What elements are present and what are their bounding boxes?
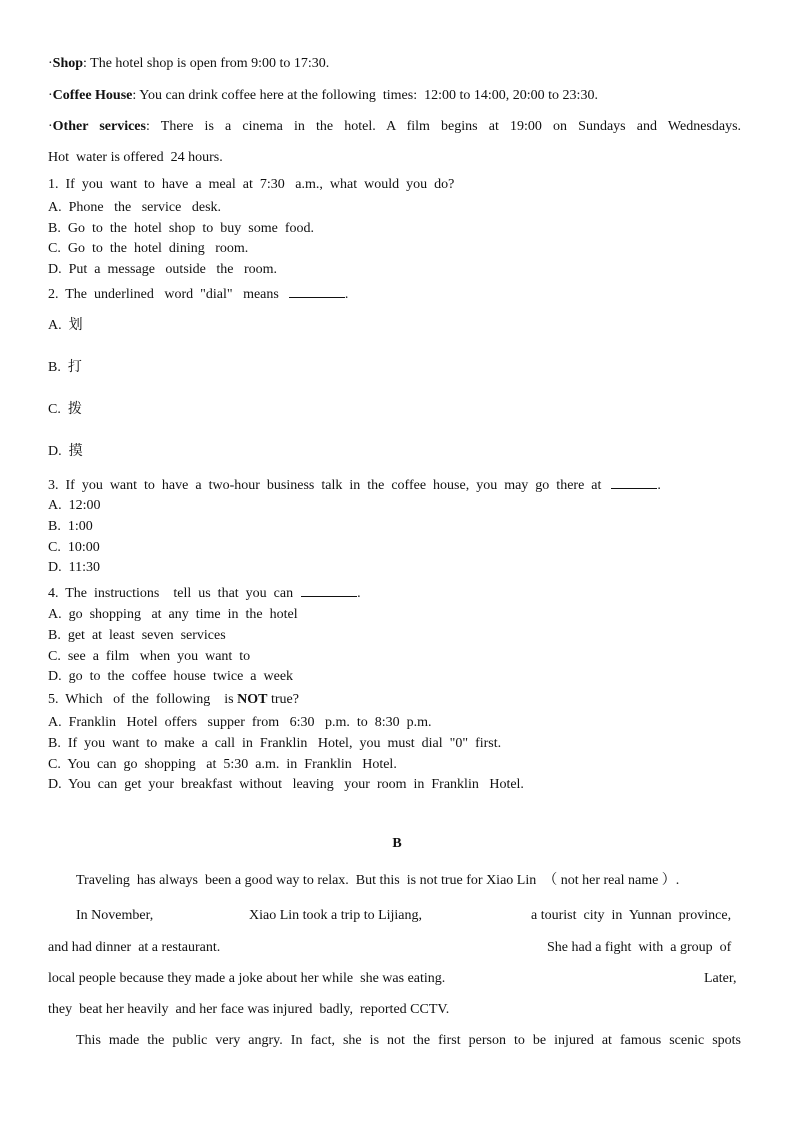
passage-line-2b: Xiao Lin took a trip to Lijiang, (249, 908, 423, 923)
question-5-option-a: A. Franklin Hotel offers supper from 6:30 p.m. to 8:30 p.m. (48, 715, 432, 730)
other-services-text: : There is a cinema in the hotel. A film begins at 19:00 on Sundays and Wednesdays. (145, 119, 742, 134)
question-4-option-c: C. see a film when you want to (48, 649, 251, 664)
coffee-text: : You can drink coffee here at the following times: 12:00 to 14:00, 20:00 to 23:30. (132, 88, 598, 103)
question-1-stem: 1. If you want to have a meal at 7:30 a.m., what would you do? (48, 177, 455, 192)
passage-line-3b: She had a fight with a group of (547, 940, 732, 955)
bullet: · (48, 88, 53, 103)
question-5-text-pre: 5. Which of the following is (48, 692, 238, 707)
question-2-end: . (344, 287, 349, 302)
question-1-option-b: B. Go to the hotel shop to buy some food. (48, 221, 314, 236)
question-3-option-c: C. 10:00 (48, 540, 100, 555)
shop-label: Shop (52, 56, 84, 71)
question-5-option-c: C. You can go shopping at 5:30 a.m. in Franklin Hotel. (48, 757, 397, 772)
passage-line-3a: and had dinner at a restaurant. (48, 940, 221, 955)
question-2-option-b: B. 打 (48, 360, 82, 375)
passage-line-4a: local people because they made a joke about her while she was eating. (48, 971, 446, 986)
question-4-stem (48, 584, 361, 602)
question-2-option-a: A. 划 (48, 318, 83, 333)
bullet: · (48, 56, 53, 71)
question-1-option-a: A. Phone the service desk. (48, 200, 222, 215)
shop-line (48, 56, 329, 72)
question-5-emphasis: NOT (237, 692, 268, 707)
question-3-option-d: D. 11:30 (48, 560, 100, 575)
coffee-line (48, 88, 598, 104)
question-4-option-d: D. go to the coffee house twice a week (48, 669, 294, 684)
passage-line-2a: In November, (76, 908, 154, 923)
question-2-text: 2. The underlined word "dial" means (48, 287, 279, 302)
question-4-option-b: B. get at least seven services (48, 628, 226, 643)
question-4-option-a: A. go shopping at any time in the hotel (48, 607, 298, 622)
shop-text: : The hotel shop is open from 9:00 to 17:30. (83, 56, 330, 71)
other-services-label: Other services (52, 119, 146, 134)
answer-blank (289, 285, 345, 298)
other-services-line (48, 119, 741, 135)
passage-line-5: they beat her heavily and her face was injured badly, reported CCTV. (48, 1002, 450, 1017)
question-1-option-d: D. Put a message outside the room. (48, 262, 278, 277)
question-3-option-b: B. 1:00 (48, 519, 93, 534)
answer-blank (611, 476, 657, 489)
question-3-text: 3. If you want to have a two-hour business talk in the coffee house, you may go there at (48, 478, 602, 493)
answer-blank (301, 584, 357, 597)
question-3-end: . (657, 478, 661, 493)
question-5-option-d: D. You can get your breakfast without leaving your room in Franklin Hotel. (48, 777, 524, 792)
passage-line-6: This made the public very angry. In fact, she is not the first person to be injured at famous scenic spots (76, 1033, 741, 1048)
passage-line-1: Traveling has always been a good way to relax. But this is not true for Xiao Lin （ not her real name ）. (76, 873, 680, 888)
section-heading: B (392, 836, 402, 851)
bullet: · (48, 119, 53, 134)
question-5-text-post: true? (267, 692, 299, 707)
question-5-stem (48, 692, 299, 708)
question-5-option-b: B. If you want to make a call in Franklin Hotel, you must dial "0" first. (48, 736, 502, 751)
question-2-option-d: D. 摸 (48, 444, 83, 459)
question-3-option-a: A. 12:00 (48, 498, 101, 513)
question-2-option-c: C. 拨 (48, 402, 82, 417)
passage-line-4b: Later, (704, 971, 737, 986)
other-services-continuation: Hot water is offered 24 hours. (48, 150, 223, 165)
question-2-stem (48, 285, 348, 303)
passage-line-2c: a tourist city in Yunnan province, (531, 908, 732, 923)
question-1-option-c: C. Go to the hotel dining room. (48, 241, 249, 256)
question-4-text: 4. The instructions tell us that you can (48, 586, 294, 601)
question-4-end: . (357, 586, 361, 601)
question-3-stem (48, 476, 661, 494)
coffee-label: Coffee House (52, 88, 133, 103)
